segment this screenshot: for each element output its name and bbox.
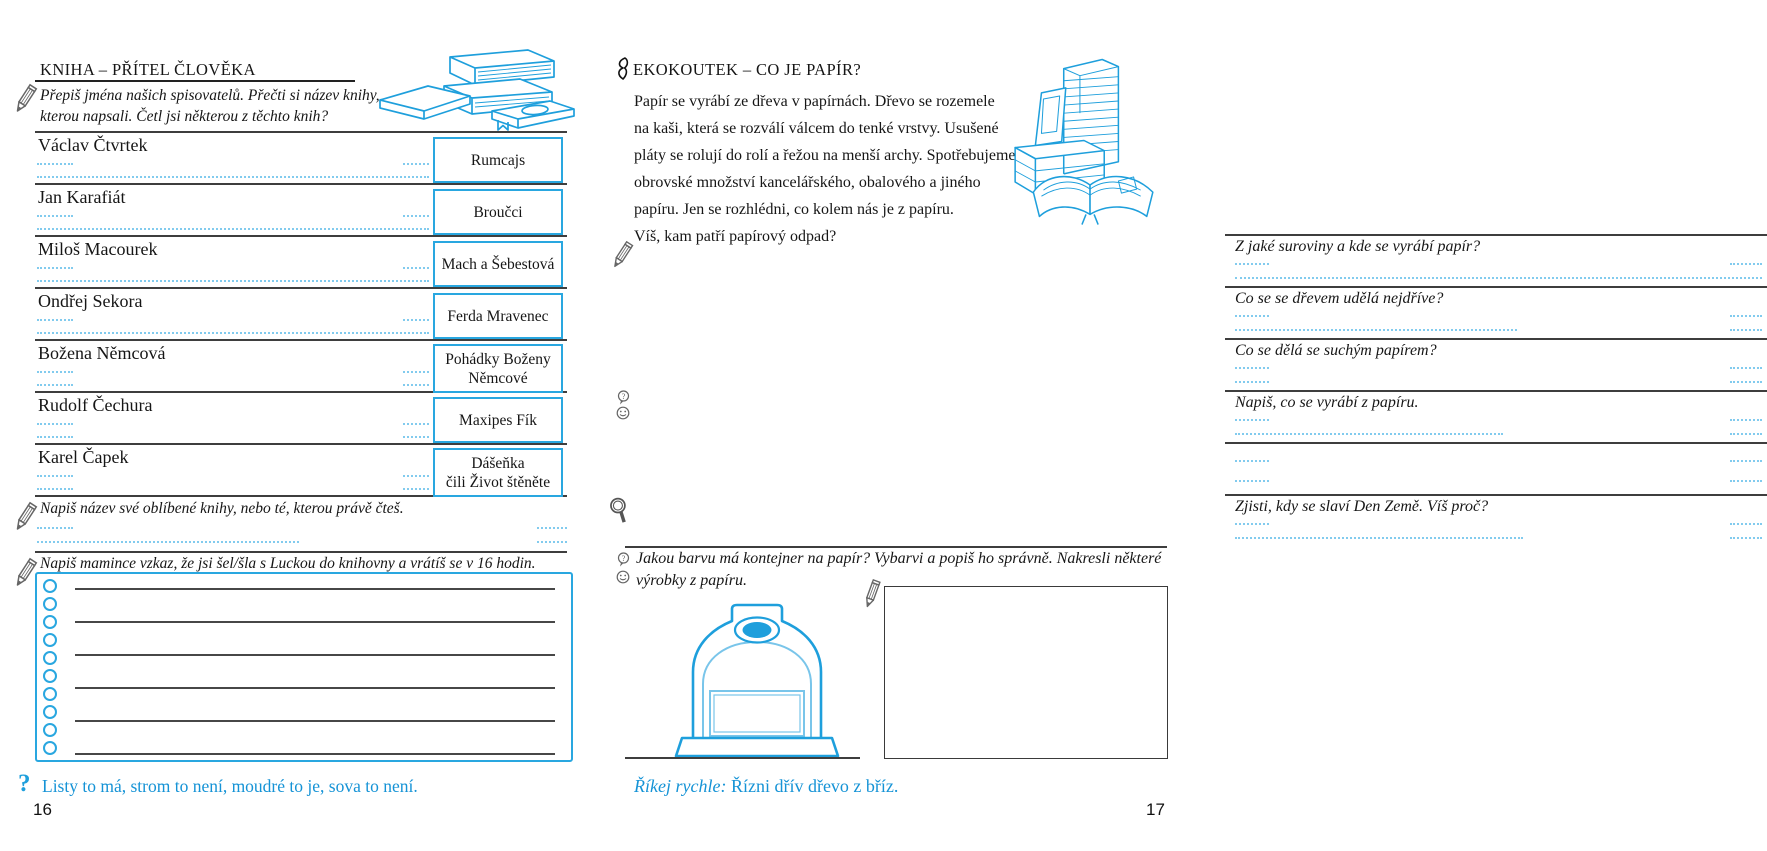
notebook-ring bbox=[43, 615, 57, 629]
notebook-ring bbox=[43, 669, 57, 683]
pencil-icon bbox=[12, 558, 36, 595]
intro-line: pláty se rolují do rolí a řežou na menší archy. Spotřebujeme bbox=[634, 147, 1016, 164]
right-page-title: EKOKOUTEK – CO JE PAPÍR? bbox=[633, 60, 862, 79]
book-title: Ferda Mravenec bbox=[447, 307, 549, 325]
answer-line bbox=[37, 541, 299, 543]
book-box bbox=[433, 344, 563, 393]
notebook-ring bbox=[43, 687, 57, 701]
answer-line bbox=[37, 176, 429, 178]
intro-line: papíru. Jen se rozhlédni, co kolem nás je z papíru. bbox=[634, 201, 954, 218]
page-right bbox=[600, 0, 1489, 851]
book-box bbox=[433, 137, 563, 183]
answer-line bbox=[403, 319, 429, 321]
answer-line bbox=[403, 163, 429, 165]
answer-line bbox=[1730, 381, 1762, 383]
smiley-icon bbox=[616, 570, 630, 589]
svg-text:?: ? bbox=[621, 553, 626, 563]
task-favorite-book: Napiš název své oblíbené knihy, nebo té, kterou právě čteš. bbox=[40, 500, 404, 517]
tongue-twister bbox=[634, 776, 898, 797]
author-row bbox=[35, 235, 567, 289]
answer-line bbox=[1235, 460, 1269, 462]
tongue-twister-label: Říkej rychle: bbox=[634, 776, 727, 796]
notebook-line bbox=[75, 753, 555, 755]
answer-line bbox=[37, 436, 73, 438]
question-text: Co se dělá se suchým papírem? bbox=[1235, 342, 1437, 359]
notebook-line bbox=[75, 654, 555, 656]
answer-line bbox=[1730, 263, 1762, 265]
smiley-icon bbox=[616, 406, 630, 425]
svg-text:?: ? bbox=[621, 391, 626, 401]
author-row bbox=[35, 287, 567, 341]
books-illustration bbox=[372, 40, 577, 135]
answer-line bbox=[1235, 480, 1269, 482]
notebook-line bbox=[75, 720, 555, 722]
intro-line: Papír se vyrábí ze dřeva v papírnách. Dřevo se rozemele bbox=[634, 93, 995, 110]
notebook-line bbox=[75, 588, 555, 590]
notebook-ring bbox=[43, 633, 57, 647]
answer-line bbox=[403, 436, 429, 438]
question-text: Zjisti, kdy se slaví Den Země. Víš proč? bbox=[1235, 498, 1489, 515]
task-message: Napiš mamince vzkaz, že jsi šel/šla s Luckou do knihovny a vrátíš se v 16 hodin. bbox=[40, 555, 536, 572]
answer-line bbox=[1730, 523, 1762, 525]
question-block bbox=[1225, 234, 1767, 288]
answer-line bbox=[403, 267, 429, 269]
intro-line: Víš, kam patří papírový odpad? bbox=[634, 228, 837, 245]
notebook-box bbox=[35, 572, 573, 762]
book-title: Mach a Šebestová bbox=[441, 255, 555, 273]
book-title: Rumcajs bbox=[470, 151, 526, 169]
author-row bbox=[35, 183, 567, 237]
answer-line bbox=[403, 475, 429, 477]
intro-line: na kaši, která se rozválí válcem do tenké vrstvy. Usušené bbox=[634, 120, 999, 137]
book-box bbox=[433, 448, 563, 497]
question-text: Z jaké suroviny a kde se vyrábí papír? bbox=[1235, 238, 1481, 255]
notebook-ring bbox=[43, 741, 57, 755]
leaf-icon bbox=[615, 57, 630, 86]
notebook-ring bbox=[43, 651, 57, 665]
author-name: Jan Karafiát bbox=[38, 187, 126, 207]
answer-line bbox=[37, 319, 73, 321]
author-name: Rudolf Čechura bbox=[38, 395, 153, 415]
notebook-line bbox=[75, 687, 555, 689]
answer-line bbox=[1235, 329, 1517, 331]
question-block bbox=[1225, 390, 1767, 444]
book-box bbox=[433, 189, 563, 235]
answer-line bbox=[1730, 433, 1762, 435]
question-text: Co se se dřevem udělá nejdříve? bbox=[1235, 290, 1444, 307]
author-row bbox=[35, 339, 567, 393]
book-box bbox=[433, 293, 563, 339]
book-title: čili Život štěněte bbox=[445, 473, 551, 491]
answer-line bbox=[37, 527, 73, 529]
notebook-rings bbox=[43, 579, 57, 755]
answer-line bbox=[1730, 460, 1762, 462]
answer-line bbox=[1235, 419, 1269, 421]
answer-line bbox=[37, 228, 429, 230]
answer-line bbox=[1730, 419, 1762, 421]
question-text: Napiš, co se vyrábí z papíru. bbox=[1235, 394, 1419, 411]
answer-line bbox=[1235, 433, 1503, 435]
answer-line bbox=[37, 475, 73, 477]
question-block bbox=[1225, 338, 1767, 392]
notebook-ring bbox=[43, 597, 57, 611]
notebook-ring bbox=[43, 579, 57, 593]
page-number-left: 16 bbox=[33, 800, 52, 819]
answer-line bbox=[1235, 381, 1269, 383]
pencil-icon bbox=[12, 84, 36, 121]
author-name: Božena Němcová bbox=[38, 343, 166, 363]
question-block bbox=[1225, 286, 1767, 340]
pencil-icon bbox=[12, 502, 36, 539]
book-box bbox=[433, 397, 563, 443]
author-row bbox=[35, 443, 567, 497]
answer-line bbox=[403, 371, 429, 373]
task-container-line1: Jakou barvu má kontejner na papír? Vybarvi a popiš ho správně. Nakresli některé bbox=[636, 550, 1162, 567]
answer-line bbox=[1235, 263, 1269, 265]
answer-line bbox=[37, 371, 73, 373]
solid-divider bbox=[35, 551, 567, 553]
left-instructions-line2: kterou napsali. Četl jsi některou z těchto knih? bbox=[40, 108, 329, 125]
answer-only-block bbox=[1225, 442, 1767, 496]
answer-line bbox=[37, 384, 73, 386]
answer-line bbox=[403, 488, 429, 490]
author-row bbox=[35, 391, 567, 445]
answer-line bbox=[1730, 537, 1762, 539]
answer-line bbox=[37, 488, 73, 490]
tongue-twister-text: Řízni dřív dřevo z bříz. bbox=[730, 776, 899, 796]
answer-line bbox=[1235, 523, 1269, 525]
answer-line bbox=[1235, 277, 1762, 279]
answer-line bbox=[1730, 480, 1762, 482]
page-number-right: 17 bbox=[1146, 800, 1165, 819]
answer-line bbox=[37, 163, 73, 165]
book-box bbox=[433, 241, 563, 287]
pencil-icon bbox=[860, 580, 882, 615]
answer-line bbox=[537, 527, 567, 529]
title-underline bbox=[35, 80, 355, 82]
answer-line bbox=[37, 332, 429, 334]
answer-line bbox=[37, 280, 429, 282]
notebook-ring bbox=[43, 723, 57, 737]
question-block bbox=[1225, 494, 1767, 548]
page-left bbox=[0, 0, 600, 851]
solid-divider bbox=[625, 546, 1167, 548]
answer-line bbox=[403, 384, 429, 386]
author-name: Václav Čtvrtek bbox=[38, 135, 148, 155]
book-title: Broučci bbox=[473, 203, 523, 221]
answer-line bbox=[1235, 537, 1523, 539]
book-title: Pohádky Boženy bbox=[445, 350, 551, 368]
author-name: Ondřej Sekora bbox=[38, 291, 143, 311]
ground-line bbox=[625, 757, 860, 759]
paper-stack-illustration bbox=[1005, 52, 1167, 235]
book-title: Němcové bbox=[468, 369, 528, 387]
task-container-line2: výrobky z papíru. bbox=[636, 572, 747, 589]
author-name: Miloš Macourek bbox=[38, 239, 158, 259]
answer-line bbox=[1730, 329, 1762, 331]
book-title: Maxipes Fík bbox=[459, 411, 537, 429]
book-title: Dášeňka bbox=[471, 454, 525, 472]
answer-line bbox=[403, 423, 429, 425]
intro-line: obrovské množství kancelářského, obalového a jiného bbox=[634, 174, 981, 191]
left-page-title: KNIHA – PŘÍTEL ČLOVĚKA bbox=[40, 60, 256, 79]
answer-line bbox=[537, 541, 567, 543]
drawing-box bbox=[884, 586, 1168, 759]
answer-line bbox=[1235, 315, 1269, 317]
answer-line bbox=[37, 423, 73, 425]
author-name: Karel Čapek bbox=[38, 447, 129, 467]
notebook-ring bbox=[43, 705, 57, 719]
pencil-icon bbox=[610, 241, 632, 276]
answer-line bbox=[1730, 367, 1762, 369]
question-mark-icon: ? bbox=[18, 770, 31, 797]
author-row bbox=[35, 131, 567, 185]
riddle-text: Listy to má, strom to není, moudré to je, sova to není. bbox=[42, 776, 418, 796]
answer-line bbox=[403, 215, 429, 217]
answer-line bbox=[37, 215, 73, 217]
notebook-line bbox=[75, 621, 555, 623]
answer-line bbox=[1235, 367, 1269, 369]
answer-line bbox=[37, 267, 73, 269]
left-instructions-line1: Přepiš jména našich spisovatelů. Přečti si název knihy, bbox=[40, 87, 380, 104]
magnifier-icon bbox=[608, 497, 630, 532]
answer-line bbox=[1730, 315, 1762, 317]
container-illustration bbox=[668, 586, 846, 766]
